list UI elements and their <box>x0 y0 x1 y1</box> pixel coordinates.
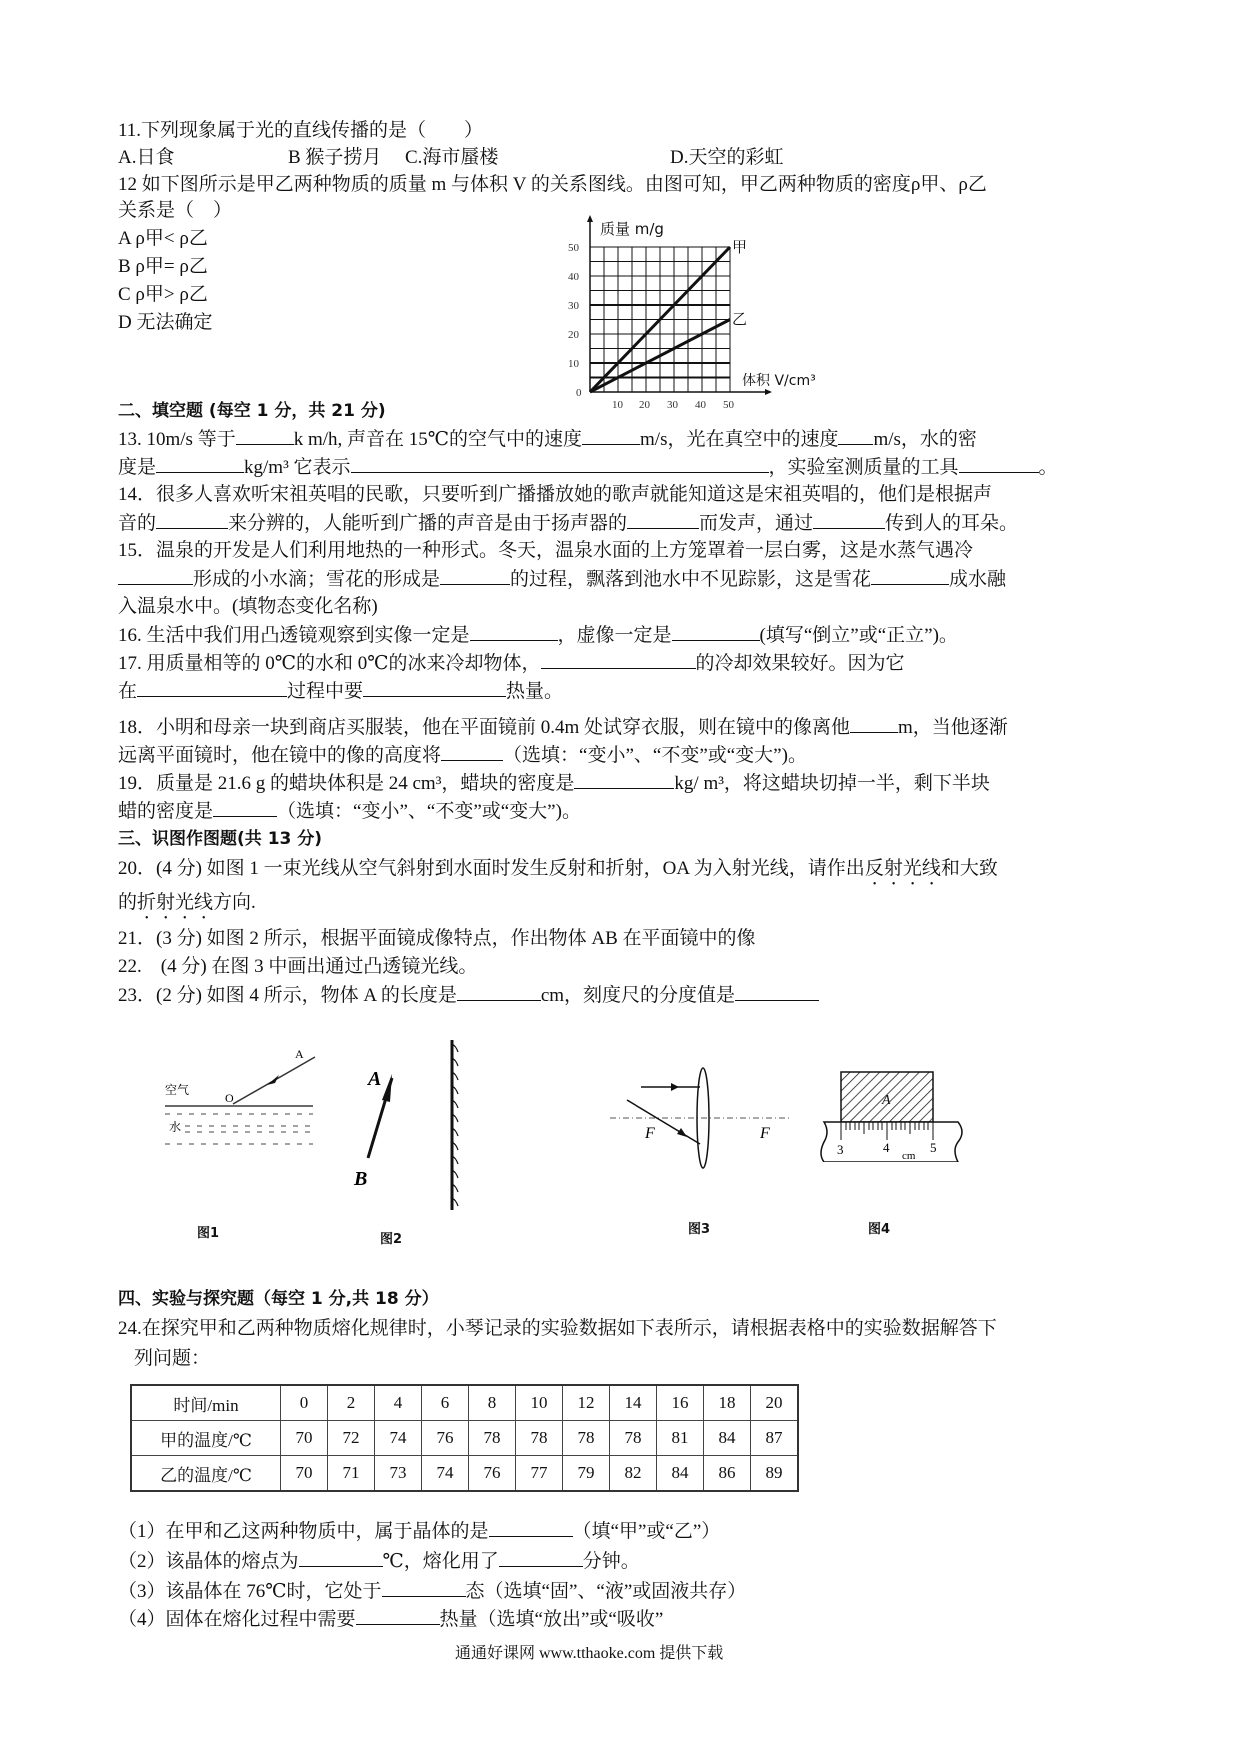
svg-text:0: 0 <box>576 387 582 399</box>
answer-blank[interactable] <box>213 798 277 817</box>
section3-title: 三、识图作图题(共 13 分) <box>118 829 323 849</box>
figure-2-mirror <box>340 1030 490 1220</box>
answer-blank[interactable] <box>363 678 506 697</box>
air-label: 空气 <box>165 1083 190 1097</box>
answer-blank[interactable] <box>489 1518 573 1537</box>
series-yi-label: 乙 <box>732 310 748 328</box>
q17-line2: 在 过程中要 热量。 <box>118 678 563 705</box>
svg-text:30: 30 <box>568 300 579 312</box>
q16: 16. 生活中我们用凸透镜观察到实像一定是 ，虚像一定是 (填写“倒立”或“正立”)。 <box>118 622 958 649</box>
q22: 22. (4 分) 在图 3 中画出通过凸透镜光线。 <box>118 956 478 977</box>
q13-line1: 13. 10m/s 等于 k m/h, 声音在 15℃的空气中的速度 m/s，光在真空中的速度 m/s，水的密 <box>118 426 977 453</box>
figure-1-svg <box>155 1050 325 1160</box>
answer-blank[interactable] <box>457 982 541 1001</box>
q12-option-c: C ρ甲> ρ乙 <box>118 284 208 305</box>
q14-line2: 音的 来分辨的，人能听到广播的声音是由于扬声器的 而发声，通过 传到人的耳朵。 <box>118 510 1018 537</box>
svg-text:10: 10 <box>568 358 579 370</box>
answer-blank[interactable] <box>959 454 1039 473</box>
figure-4-ruler <box>820 1062 970 1162</box>
svg-text:30: 30 <box>667 399 678 411</box>
q11-option-a: A.日食 <box>118 147 175 168</box>
object-a-label: A <box>882 1093 891 1108</box>
q12-stem-line2: 关系是（ ） <box>118 200 233 221</box>
answer-blank[interactable] <box>356 1606 440 1625</box>
q24-sub3: （3）该晶体在 76℃时，它处于 态（选填“固”、“液”或固液共存） <box>118 1578 746 1605</box>
answer-blank[interactable] <box>813 510 885 529</box>
q12-option-a: A ρ甲< ρ乙 <box>118 228 208 249</box>
answer-blank[interactable] <box>582 426 640 445</box>
q19-line1: 19．质量是 21.6 g 的蜡块体积是 24 cm³，蜡块的密度是 kg/ m³，将这蜡块切掉一半，剩下半块 <box>118 770 990 797</box>
answer-blank[interactable] <box>627 510 699 529</box>
answer-blank[interactable] <box>137 678 287 697</box>
q19-line2: 蜡的密度是 （选填：“变小”、“不变”或“变大”)。 <box>118 798 581 825</box>
q11-option-d: D.天空的彩虹 <box>670 147 784 168</box>
figure-2-svg <box>340 1030 490 1220</box>
svg-text:20: 20 <box>568 329 579 341</box>
figure-3-svg <box>605 1060 805 1170</box>
chart-ylabel: 质量 m/g <box>600 220 664 238</box>
figure-3-lens <box>605 1060 805 1170</box>
q18-line1: 18．小明和母亲一块到商店买服装，他在平面镜前 0.4m 处试穿衣服，则在镜中的像离他 m，当他逐渐 <box>118 714 1008 741</box>
q15-line1: 15．温泉的开发是人们利用地热的一种形式。冬天，温泉水面的上方笼罩着一层白雾，这是水蒸气遇冷 <box>118 540 974 561</box>
answer-blank[interactable] <box>299 1548 383 1567</box>
q18-line2: 远离平面镜时，他在镜中的像的高度将 （选填：“变小”、“不变”或“变大”)。 <box>118 742 807 769</box>
answer-blank[interactable] <box>850 714 898 733</box>
point-b-label: B <box>354 1168 368 1190</box>
svg-text:40: 40 <box>695 399 706 411</box>
svg-text:50: 50 <box>568 242 579 254</box>
answer-blank[interactable] <box>440 566 510 585</box>
tick-4: 4 <box>883 1140 890 1155</box>
series-jia-label: 甲 <box>732 238 748 256</box>
q20-line1: 20．(4 分) 如图 1 一束光线从空气斜射到水面时发生反射和折射，OA 为入射光线，请作出反射光线和大致 <box>118 858 998 879</box>
figure-4-label: 图4 <box>868 1222 891 1237</box>
page-footer: 通通好课网 www.tthaoke.com 提供下载 <box>455 1645 724 1662</box>
q21: 21．(3 分) 如图 2 所示，根据平面镜成像特点，作出物体 AB 在平面镜中的像 <box>118 928 756 949</box>
svg-text:50: 50 <box>723 399 734 411</box>
point-o-label: O <box>225 1091 234 1105</box>
focus-right-label: F <box>760 1125 770 1142</box>
q13-line2: 度是 kg/m³ 它表示 ，实验室测质量的工具 。 <box>118 454 1058 481</box>
answer-blank[interactable] <box>236 426 294 445</box>
q20-line2: 的折射光线方向. <box>118 892 256 913</box>
answer-blank[interactable] <box>541 650 696 669</box>
q24-sub4: （4）固体在熔化过程中需要 热量（选填“放出”或“吸收” <box>118 1606 663 1633</box>
chart-xlabel: 体积 V/cm³ <box>742 373 816 389</box>
q17-line1: 17. 用质量相等的 0℃的水和 0℃的冰来冷却物体， 的冷却效果较好。因为它 <box>118 650 905 677</box>
answer-blank[interactable] <box>574 770 674 789</box>
figure-1-refraction <box>155 1050 315 1150</box>
answer-blank[interactable] <box>735 982 819 1001</box>
figure-2-label: 图2 <box>380 1232 403 1247</box>
answer-blank[interactable] <box>499 1548 583 1567</box>
q12-option-d: D 无法确定 <box>118 312 213 333</box>
q15-line3: 入温泉水中。(填物态变化名称) <box>118 596 378 617</box>
answer-blank[interactable] <box>672 622 760 641</box>
answer-blank[interactable] <box>441 742 503 761</box>
mass-volume-chart <box>548 212 848 412</box>
figure-3-label: 图3 <box>688 1222 711 1237</box>
svg-text:20: 20 <box>639 399 650 411</box>
table-row: 时间/min 0 2 4 6 8 10 12 14 16 18 20 <box>131 1385 798 1421</box>
svg-text:10: 10 <box>612 399 623 411</box>
q23: 23．(2 分) 如图 4 所示，物体 A 的长度是 cm，刻度尺的分度值是 <box>118 982 819 1009</box>
svg-text:40: 40 <box>568 271 579 283</box>
q24-sub1: （1）在甲和乙这两种物质中，属于晶体的是 （填“甲”或“乙”） <box>118 1518 720 1545</box>
water-label: 水 <box>169 1120 182 1134</box>
answer-blank[interactable] <box>470 622 558 641</box>
focus-left-label: F <box>645 1125 655 1142</box>
q11-option-c: C.海市蜃楼 <box>405 147 499 168</box>
unit-cm: cm <box>902 1150 916 1162</box>
q14-line1: 14．很多人喜欢听宋祖英唱的民歌，只要听到广播播放她的歌声就能知道这是宋祖英唱的，他们是根据声 <box>118 484 993 505</box>
table-row: 甲的温度/℃ 70 72 74 76 78 78 78 78 81 84 87 <box>131 1421 798 1456</box>
q12-option-b: B ρ甲= ρ乙 <box>118 256 208 277</box>
answer-blank[interactable] <box>351 454 769 473</box>
section4-title: 四、实验与探究题（每空 1 分,共 18 分） <box>118 1289 439 1309</box>
point-a-label: A <box>295 1050 304 1061</box>
q24-line1: 24.在探究甲和乙两种物质熔化规律时，小琴记录的实验数据如下表所示，请根据表格中的实验数据解答下 <box>118 1318 997 1339</box>
q11-option-b: B 猴子捞月 <box>288 147 382 168</box>
answer-blank[interactable] <box>838 426 873 445</box>
answer-blank[interactable] <box>118 566 193 585</box>
q11-stem: 11.下列现象属于光的直线传播的是（ ） <box>118 120 484 141</box>
tick-5: 5 <box>930 1140 937 1155</box>
answer-blank[interactable] <box>871 566 949 585</box>
melting-data-table <box>130 1384 799 1492</box>
chart-svg <box>548 212 848 412</box>
answer-blank[interactable] <box>382 1578 466 1597</box>
q24-line2: 列问题： <box>134 1348 211 1369</box>
answer-blank[interactable] <box>156 454 244 473</box>
q24-sub2: （2）该晶体的熔点为 ℃，熔化用了 分钟。 <box>118 1548 640 1575</box>
q12-stem-line1: 12 如下图所示是甲乙两种物质的质量 m 与体积 V 的关系图线。由图可知，甲乙两种物质的密度ρ甲、ρ乙 <box>118 174 987 195</box>
figure-1-label: 图1 <box>197 1226 220 1241</box>
answer-blank[interactable] <box>156 510 228 529</box>
tick-3: 3 <box>837 1142 844 1157</box>
q15-line2: 形成的小水滴；雪花的形成是 的过程，飘落到池水中不见踪影，这是雪花 成水融 <box>118 566 1006 593</box>
table-row: 乙的温度/℃ 70 71 73 74 76 77 79 82 84 86 89 <box>131 1456 798 1492</box>
figure-4-svg <box>820 1062 970 1162</box>
point-a-label: A <box>368 1068 382 1090</box>
section2-title: 二、填空题 (每空 1 分，共 21 分) <box>118 401 386 421</box>
